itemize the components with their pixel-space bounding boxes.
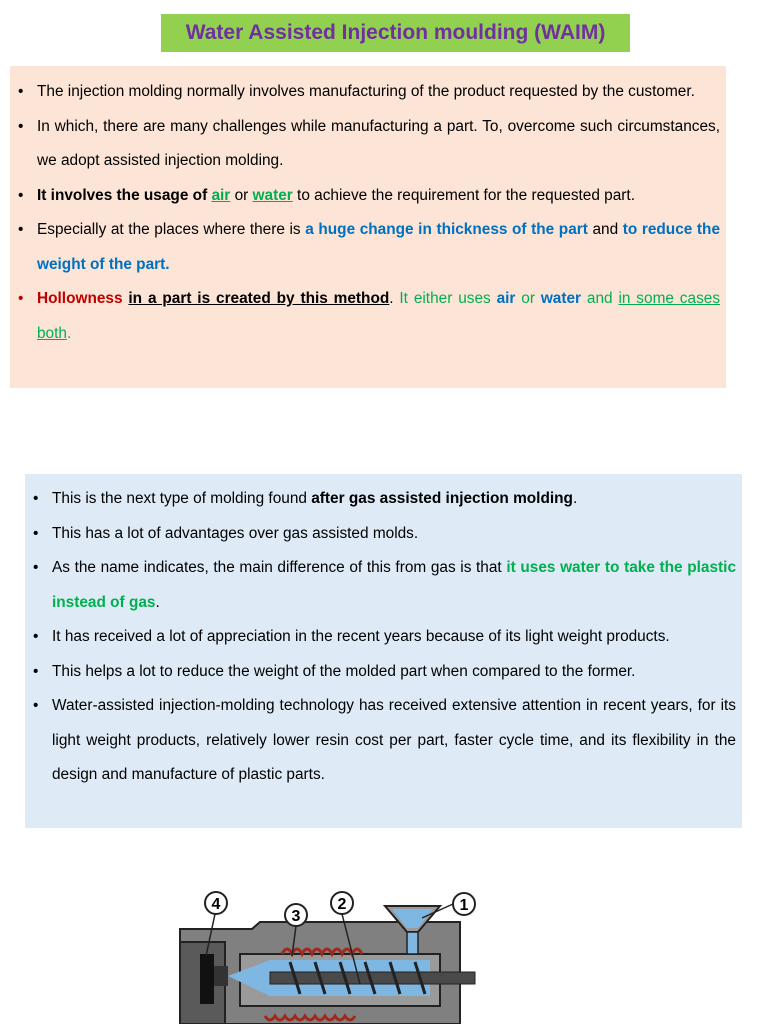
bullet-text: to achieve the requirement for the requested part.: [292, 186, 635, 204]
air-keyword: air: [211, 186, 231, 204]
hopper-throat: [407, 932, 418, 954]
green-text: it uses water to take the plastic instead of gas: [52, 559, 737, 611]
bullet-text: or: [230, 186, 253, 204]
bullet-text: It has received a lot of appreciation in the recent years because of its light weight products.: [52, 628, 670, 645]
details-bullet-list: [31, 482, 736, 793]
bullet-icon: •: [18, 117, 24, 135]
bullet-icon: •: [18, 221, 24, 238]
bullet-text: .: [572, 490, 578, 507]
list-item: [31, 517, 736, 552]
bullet-text: .: [389, 290, 394, 307]
bullet-text: and: [587, 221, 623, 238]
highlight-text: to reduce the weight of the part.: [37, 221, 721, 273]
page-title: Water Assisted Injection moulding (WAIM): [161, 14, 630, 52]
bullet-text: This has a lot of advantages over gas assisted molds.: [52, 524, 419, 542]
bullet-icon: •: [33, 662, 39, 680]
bullet-text: This is the next type of molding found: [52, 490, 312, 507]
bullet-icon: •: [18, 186, 24, 204]
bullet-text: Water-assisted injection-molding technology has received extensive attention in recent years, for its light weight products, relatively lower resin cost per part, faster cycle time, and its flexibility in the design and manufacture of plastic parts.: [52, 697, 736, 783]
air-keyword: air: [496, 290, 516, 307]
list-item: [31, 689, 736, 793]
list-item: [16, 75, 720, 110]
bullet-text: It either uses: [393, 290, 497, 307]
injection-molding-diagram: [170, 884, 490, 1024]
underlined-text: in a part is created by this method: [128, 290, 390, 307]
bullet-icon: •: [18, 290, 24, 307]
list-item: [16, 213, 720, 282]
list-item: [16, 282, 720, 351]
list-item: [31, 551, 736, 620]
list-item: [31, 620, 736, 655]
bullet-text: In which, there are many challenges while manufacturing a part. To, overcome such circumstances, we adopt assisted injection molding.: [37, 117, 720, 169]
label-4: 4: [211, 896, 221, 913]
bullet-text: .: [155, 593, 160, 611]
label-3: 3: [291, 908, 301, 925]
bullet-text: As the name indicates, the main difference of this from gas is that: [52, 559, 507, 576]
intro-bullet-list: [16, 75, 720, 351]
details-box: [25, 474, 742, 828]
bullet-icon: •: [33, 628, 39, 645]
bullet-text: or: [515, 290, 541, 307]
water-keyword: water: [252, 186, 293, 204]
bullet-icon: •: [33, 559, 39, 576]
hollowness-keyword: Hollowness: [37, 290, 123, 307]
bullet-text: Especially at the places where there is: [37, 221, 306, 238]
intro-box: [10, 66, 726, 388]
bullet-text: This helps a lot to reduce the weight of the molded part when compared to the former.: [52, 662, 636, 680]
list-item: [16, 110, 720, 179]
bold-text: after gas assisted injection molding: [311, 490, 573, 507]
bullet-icon: •: [33, 490, 39, 507]
bullet-icon: •: [33, 524, 39, 542]
mold-cavity: [200, 954, 214, 1004]
label-2: 2: [337, 896, 347, 913]
list-item: [16, 179, 720, 214]
highlight-text: a huge change in thickness of the part: [305, 221, 588, 238]
bullet-text: The injection molding normally involves manufacturing of the product requested by the customer.: [37, 83, 695, 100]
list-item: [31, 655, 736, 690]
nozzle-tip: [214, 966, 228, 986]
bullet-text: .: [66, 324, 72, 342]
water-keyword: water: [540, 290, 582, 307]
label-1: 1: [459, 897, 469, 914]
underlined-green-text: in some cases both: [37, 290, 721, 342]
list-item: [31, 482, 736, 517]
bullet-text: It involves the usage of: [37, 186, 212, 204]
bullet-text: and: [581, 290, 619, 307]
bullet-icon: •: [33, 697, 39, 714]
bullet-icon: •: [18, 83, 24, 100]
